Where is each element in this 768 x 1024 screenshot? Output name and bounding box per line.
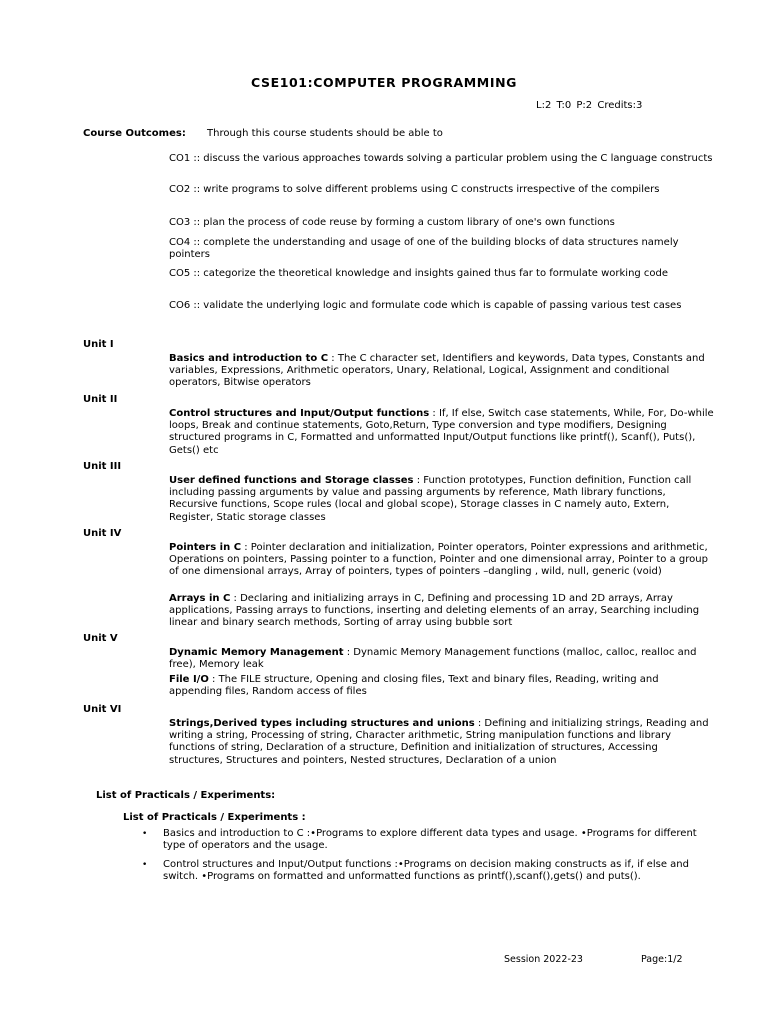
topic-text: Pointer declaration and initialization, Pointer operators, Pointer expressions and arithmetic, Operations on pointers, Passing pointer to a function, Pointer and one dimensional array, Pointer to a group of one dimensional arrays, Array of pointers, types of pointers –dangling , wild, null, generic (void) — [169, 542, 708, 578]
topic-text: Dynamic Memory Management functions (malloc, calloc, realloc and free), Memory leak — [169, 647, 697, 671]
course-outcome-item: CO6 :: validate the underlying logic and formulate code which is capable of passing various test cases — [169, 300, 682, 311]
topic-separator: : — [230, 593, 241, 604]
topic-separator: : — [241, 542, 251, 553]
topic-heading: Pointers in C — [169, 542, 242, 553]
unit-topic — [169, 475, 714, 524]
course-outcomes-label: Course Outcomes: — [83, 128, 186, 139]
course-outcome-item: CO5 :: categorize the theoretical knowledge and insights gained thus far to formulate working code — [169, 268, 669, 279]
unit-label: Unit I — [83, 339, 114, 350]
course-outcome-item: CO4 :: complete the understanding and usage of one of the building blocks of data structures namely pointers — [169, 237, 679, 261]
topic-text: The FILE structure, Opening and closing files, Text and binary files, Reading, writing and appending files, Random access of files — [169, 674, 659, 698]
practical-item: Control structures and Input/Output functions :•Programs on decision making constructs as if, if else and switch. •Programs on formatted and unformatted functions as printf(),scanf(),gets() and puts(). — [163, 859, 689, 883]
unit-label: Unit VI — [83, 704, 122, 715]
topic-heading: Strings,Derived types including structures and unions — [169, 718, 475, 729]
unit-label: Unit IV — [83, 528, 122, 539]
topic-separator: : — [413, 475, 424, 486]
unit-topic — [169, 542, 714, 579]
topic-text: The C character set, Identifiers and keywords, Data types, Constants and variables, Expressions, Arithmetic operators, Unary, Relational, Logical, Assignment and conditional operators, Bitwise operators — [169, 353, 705, 389]
practical-item: Basics and introduction to C :•Programs to explore different data types and usage. •Programs for different type of operators and the usage. — [163, 828, 697, 852]
unit-topic — [169, 674, 714, 698]
unit-topic — [169, 718, 714, 767]
course-outcome-item: CO2 :: write programs to solve different problems using C constructs irrespective of the compilers — [169, 184, 660, 195]
footer-session: Session 2022-23 — [504, 954, 583, 965]
topic-heading: File I/O — [169, 674, 209, 685]
topic-separator: : — [343, 647, 354, 658]
unit-topic — [169, 408, 714, 457]
unit-topic — [169, 353, 714, 390]
course-outcome-item: CO3 :: plan the process of code reuse by forming a custom library of one's own functions — [169, 217, 615, 228]
course-outcomes-intro: Through this course students should be able to — [207, 128, 443, 139]
topic-heading: Arrays in C — [169, 593, 231, 604]
unit-label: Unit II — [83, 394, 118, 405]
topic-separator: : — [208, 674, 219, 685]
topic-text: Defining and initializing strings, Reading and writing a string, Processing of string, Character arithmetic, String manipulation functions and library functions of string, Declaration of a structure, Definition and initialization of structures, Accessing structures, Structures and pointers, Nested structures, Declaration of a union — [169, 718, 709, 766]
practicals-subheading: List of Practicals / Experiments : — [123, 812, 306, 823]
topic-heading: Basics and introduction to C — [169, 353, 329, 364]
unit-topic — [169, 593, 714, 630]
topic-heading: Control structures and Input/Output functions — [169, 408, 430, 419]
bullet-icon: • — [142, 829, 148, 839]
credits-line: L:2 T:0 P:2 Credits:3 — [536, 100, 643, 111]
topic-separator: : — [474, 718, 485, 729]
unit-label: Unit V — [83, 633, 118, 644]
topic-heading: Dynamic Memory Management — [169, 647, 344, 658]
practicals-heading: List of Practicals / Experiments: — [96, 790, 276, 801]
bullet-icon: • — [142, 860, 148, 870]
topic-text: Declaring and initializing arrays in C, Defining and processing 1D and 2D arrays, Array applications, Passing arrays to functions, inserting and deleting elements of an array, Searching including linear and binary search methods, Sorting of array using bubble sort — [169, 593, 700, 629]
unit-topic — [169, 647, 714, 671]
topic-separator: : — [328, 353, 338, 364]
topic-separator: : — [429, 408, 439, 419]
unit-label: Unit III — [83, 461, 122, 472]
course-outcome-item: CO1 :: discuss the various approaches towards solving a particular problem using the C language constructs — [169, 153, 713, 164]
topic-text: If, If else, Switch case statements, While, For, Do-while loops, Break and continue statements, Goto,Return, Type conversion and type modifiers, Designing structured programs in C, Formatted and unformatted Input/Output functions like printf(), Scanf(), Puts(), Gets() etc — [169, 408, 714, 456]
topic-text: Function prototypes, Function definition, Function call including passing arguments by value and passing arguments by reference, Math library functions, Recursive functions, Scope rules (local and global scope), Storage classes in C namely auto, Extern, Register, Static storage classes — [169, 475, 692, 523]
topic-heading: User defined functions and Storage classes — [169, 475, 414, 486]
course-title: CSE101:COMPUTER PROGRAMMING — [250, 75, 518, 90]
footer-page-number: Page:1/2 — [641, 954, 683, 965]
